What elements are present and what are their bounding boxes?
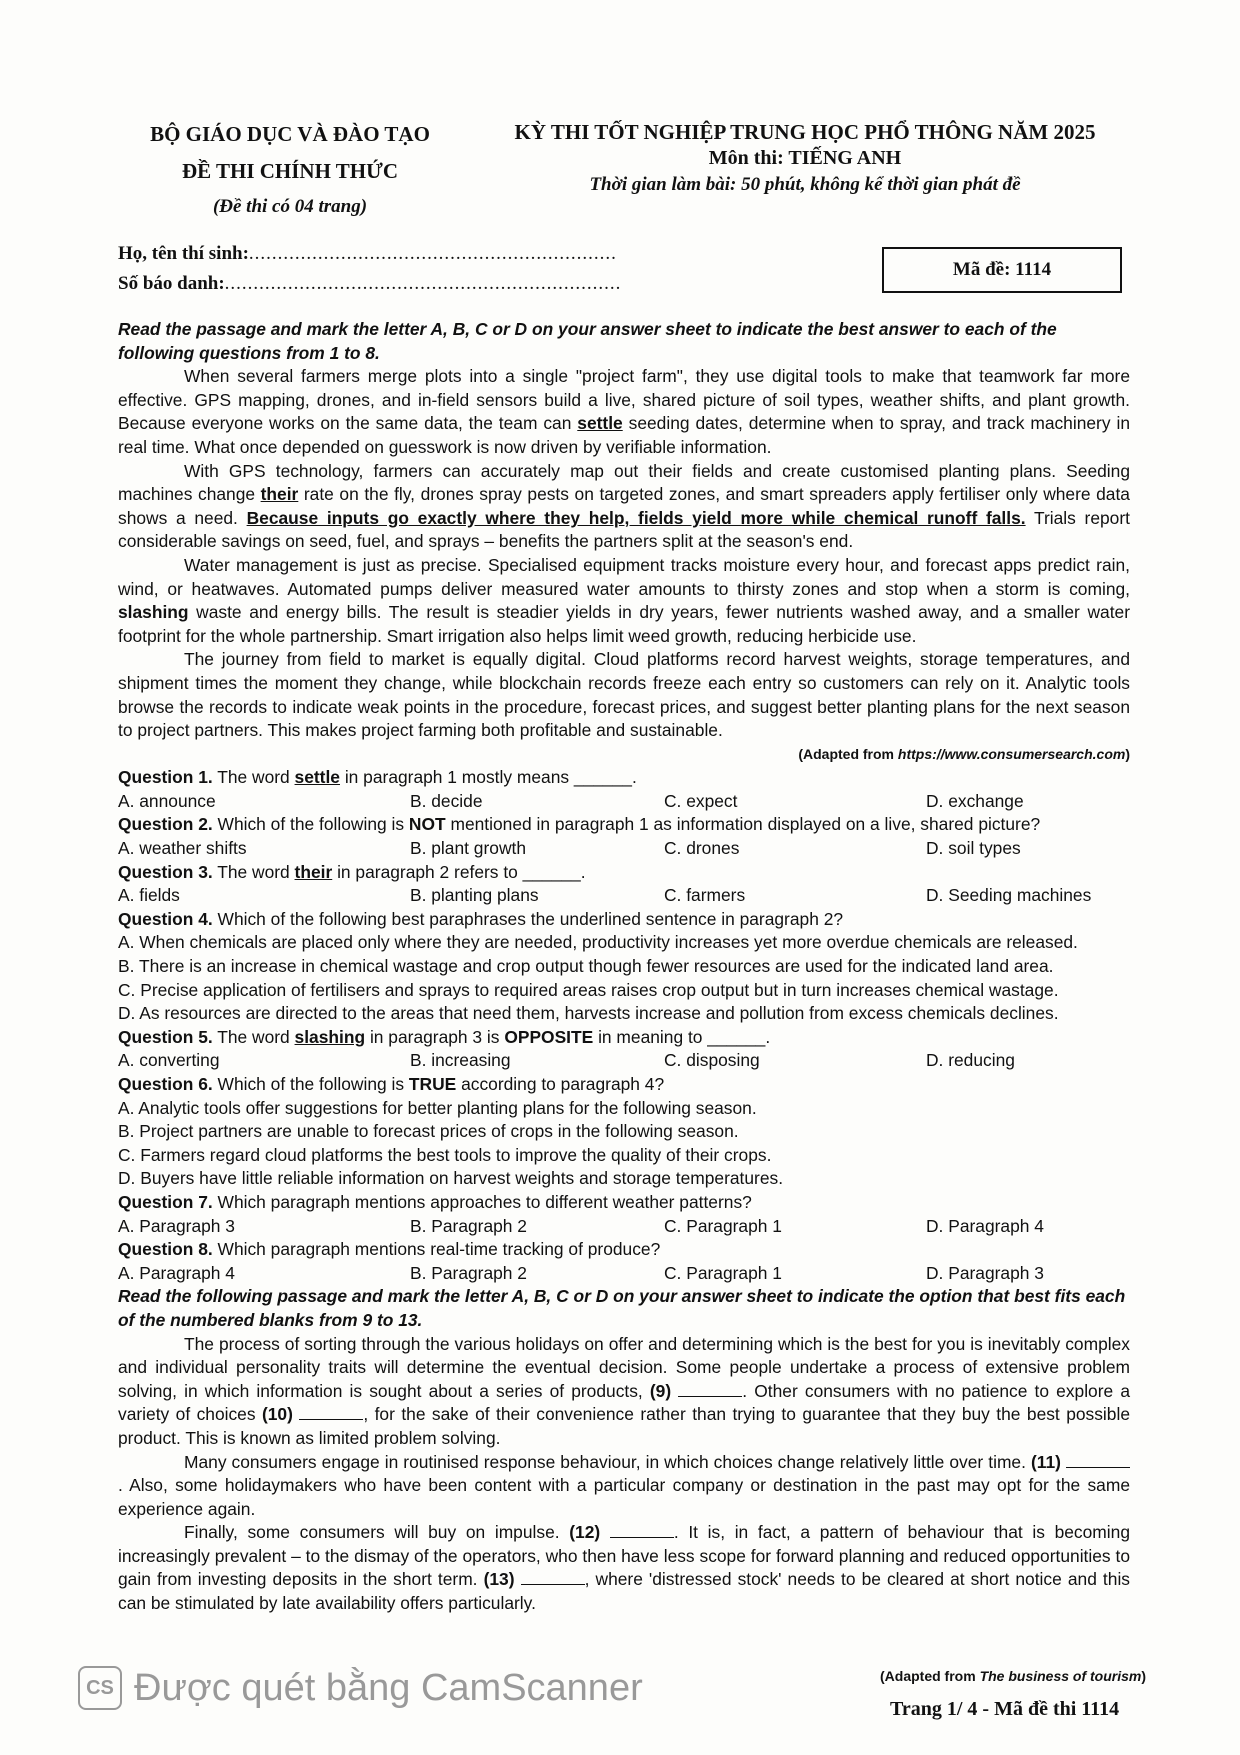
option-b[interactable]: B. planting plans [410, 885, 539, 906]
question-2-options [118, 837, 1130, 861]
blank-12-label: (12) [569, 1522, 601, 1543]
candidate-name-label: Họ, tên thí sinh: [118, 243, 249, 264]
option-c[interactable]: C. Paragraph 1 [664, 1215, 782, 1236]
question-3-options [118, 884, 1130, 908]
camscanner-watermark [78, 1666, 643, 1710]
camscanner-icon: CS [78, 1666, 122, 1710]
option-d[interactable]: D. soil types [926, 838, 1021, 859]
blank-10-label: (10) [261, 1404, 293, 1425]
section2-instruction: Read the following passage and mark the letter A, B, C or D on your answer sheet to indicate the option that best fits each of the numbered blanks from 9 to 13. [118, 1286, 1126, 1330]
option-c[interactable]: C. expect [664, 790, 738, 811]
question-3: Question 3. The word their in paragraph 2 refers to ______. [118, 861, 586, 882]
option-b[interactable]: B. Project partners are unable to forecast prices of crops in the following season. [118, 1121, 739, 1142]
camscanner-text: Được quét bằng CamScanner [134, 1666, 643, 1709]
official-label: ĐỀ THI CHÍNH THỨC [181, 159, 399, 183]
passage2-paragraph-1: The process of sorting through the various holidays on offer and determining which is the best for you is inevitably complex and individual personality traits will determine the eventual decision. Some people undertake a process of extensive problem solving, in which information is sought about a series of products, (9) . Other consumers with no patience to explore a variety of choices (10) , for the sake of their convenience rather than trying to guarantee that they buy the best possible product. This is known as limited problem solving. [118, 1333, 1130, 1448]
passage2-paragraph-2: Many consumers engage in routinised response behaviour, in which choices change relatively little over time. (11) . Also, some holidaymakers who have been content with a particular company or destination in the past may opt for the same experience again. [118, 1451, 1130, 1519]
blank-13-label: (13) [483, 1569, 515, 1590]
option-d[interactable]: D. reducing [926, 1050, 1015, 1071]
option-a[interactable]: A. Paragraph 4 [118, 1262, 235, 1283]
option-c[interactable]: C. drones [664, 838, 740, 859]
option-a[interactable]: A. converting [118, 1050, 220, 1071]
exam-content [118, 318, 1130, 1616]
option-b[interactable]: B. increasing [410, 1050, 511, 1071]
option-c[interactable]: C. Precise application of fertilisers and sprays to required areas raises crop output but in turn increases chemical wastage. [118, 979, 1059, 1000]
bold-word-slashing: slashing [118, 602, 189, 623]
time-allowed: Thời gian làm bài: 50 phút, không kể thời gian phát đề [589, 174, 1021, 195]
question-7-options [118, 1215, 1130, 1239]
blank-9-label: (9) [649, 1380, 672, 1401]
subject: Môn thi: TIẾNG ANH [708, 147, 902, 169]
option-a[interactable]: A. When chemicals are placed only where they are needed, productivity increases yet more overdue chemicals are released. [118, 932, 1078, 953]
blank-11 [1066, 1453, 1130, 1468]
question-2: Question 2. Which of the following is NOT mentioned in paragraph 1 as information displayed on a live, shared picture? [118, 814, 1041, 835]
option-d[interactable]: D. Seeding machines [926, 885, 1092, 906]
option-c[interactable]: C. farmers [664, 885, 746, 906]
question-8-options [118, 1262, 1130, 1286]
passage1-paragraph-3: Water management is just as precise. Specialised equipment tracks moisture every hour, and forecast apps predict rain, wind, or heatwaves. Automated pumps deliver measured water amounts to thirsty zones and stop when a storm is coming, slashing waste and energy bills. The result is steadier yields in dry years, fewer nutrients washed away, and a smaller water footprint for the whole partnership. Smart irrigation also helps limit weed growth, reducing herbicide use. [118, 554, 1130, 646]
page-count: (Đề thi có 04 trang) [212, 196, 368, 217]
option-c[interactable]: C. Farmers regard cloud platforms the best tools to improve the quality of their crops. [118, 1144, 772, 1165]
passage2-source: (Adapted from The business of tourism) [880, 1668, 1147, 1684]
option-b[interactable]: B. Paragraph 2 [410, 1215, 527, 1236]
page-number: Trang 1/ 4 - Mã đề thi 1114 [890, 1698, 1120, 1720]
option-c[interactable]: C. disposing [664, 1050, 760, 1071]
underlined-word-settle: settle [577, 413, 623, 434]
question-5: Question 5. The word slashing in paragraph 3 is OPPOSITE in meaning to ______. [118, 1026, 771, 1047]
exam-title: KỲ THI TỐT NGHIỆP TRUNG HỌC PHỔ THÔNG NĂM 2025 [514, 120, 1096, 144]
passage1-paragraph-4: The journey from field to market is equally digital. Cloud platforms record harvest weights, storage temperatures, and shipment times the moment they change, while blockchain records freeze each entry so customers can rely on it. Analytic tools browse the records to indicate weak points in the procedure, forecast prices, and suggest better planting plans for the next season to project partners. This makes project farming both profitable and sustainable. [118, 649, 1130, 741]
option-a[interactable]: A. announce [118, 790, 216, 811]
ministry-name: BỘ GIÁO DỤC VÀ ĐÀO TẠO [150, 122, 430, 146]
section1-instruction: Read the passage and mark the letter A, B, C or D on your answer sheet to indicate the best answer to each of the following questions from 1 to 8. [118, 319, 1057, 363]
question-4: Question 4. Which of the following best paraphrases the underlined sentence in paragraph 2? [118, 908, 844, 929]
option-d[interactable]: D. Paragraph 3 [926, 1262, 1044, 1283]
option-d[interactable]: D. As resources are directed to the areas that need them, harvests increase and pollution from excess chemicals declines. [118, 1003, 1059, 1024]
header-left [110, 122, 470, 218]
question-7: Question 7. Which paragraph mentions approaches to different weather patterns? [118, 1191, 752, 1212]
option-a[interactable]: A. fields [118, 885, 180, 906]
question-1-options [118, 790, 1130, 814]
option-b[interactable]: B. plant growth [410, 838, 527, 859]
option-b[interactable]: B. There is an increase in chemical wastage and crop output though fewer resources are used for the indicated land area. [118, 956, 1054, 977]
option-b[interactable]: B. Paragraph 2 [410, 1262, 527, 1283]
underlined-word-their: their [260, 484, 299, 505]
option-a[interactable]: A. Paragraph 3 [118, 1215, 235, 1236]
option-b[interactable]: B. decide [410, 790, 483, 811]
passage1-paragraph-2: With GPS technology, farmers can accurately map out their fields and create customised planting plans. Seeding machines change their rate on the fly, drones spray pests on targeted zones, and smart spreaders apply fertiliser only where data shows a need. Because inputs go exactly where they help, fields yield more while chemical runoff falls. Trials report considerable savings on seed, fuel, and sprays – benefits the partners split at the season's end. [118, 460, 1130, 552]
option-d[interactable]: D. Paragraph 4 [926, 1215, 1044, 1236]
blank-12 [610, 1523, 674, 1538]
question-5-options [118, 1049, 1130, 1073]
option-a[interactable]: A. Analytic tools offer suggestions for better planting plans for the following season. [118, 1097, 757, 1118]
exam-code: Mã đề: 1114 [952, 259, 1052, 280]
option-d[interactable]: D. Buyers have little reliable information on harvest weights and storage temperatures. [118, 1168, 784, 1189]
exam-code-box [882, 247, 1122, 293]
blank-11-label: (11) [1030, 1451, 1061, 1472]
question-6: Question 6. Which of the following is TRUE according to paragraph 4? [118, 1074, 665, 1094]
candidate-name-line: Họ, tên thí sinh:................................................................ [118, 243, 617, 264]
candidate-id-line: Số báo danh:..................................................................... [118, 273, 622, 294]
option-d[interactable]: D. exchange [926, 790, 1024, 811]
passage1-paragraph-1: When several farmers merge plots into a single "project farm", they use digital tools to make that teamwork far more effective. GPS mapping, drones, and in-field sensors build a live, shared picture of soil types, weather shifts, and plant growth. Because everyone works on the same data, the team can settle seeding dates, determine when to spray, and track machinery in real time. What once depended on guesswork is now driven by verifiable information. [118, 366, 1130, 457]
blank-13 [521, 1570, 585, 1585]
blank-10 [299, 1405, 363, 1420]
option-a[interactable]: A. weather shifts [118, 838, 247, 859]
question-8: Question 8. Which paragraph mentions real-time tracking of produce? [118, 1239, 661, 1260]
blank-9 [678, 1382, 742, 1397]
underlined-sentence: Because inputs go exactly where they help, fields yield more while chemical runoff falls. [246, 507, 1026, 528]
candidate-id-label: Số báo danh: [118, 273, 225, 294]
passage1-source: (Adapted from https://www.consumersearch.com) [798, 745, 1130, 762]
question-1: Question 1. The word settle in paragraph 1 mostly means ______. [118, 767, 637, 788]
header-right [495, 120, 1115, 196]
option-c[interactable]: C. Paragraph 1 [664, 1262, 782, 1283]
passage2-paragraph-3: Finally, some consumers will buy on impulse. (12) . It is, in fact, a pattern of behaviour that is becoming increasingly prevalent – to the dismay of the operators, who then have less scope for forward planning and reduced opportunities to gain from investing deposits in the short term. (13) , where 'distressed stock' needs to be cleared at short notice and this can be stimulated by late availability offers particularly. [118, 1522, 1130, 1614]
